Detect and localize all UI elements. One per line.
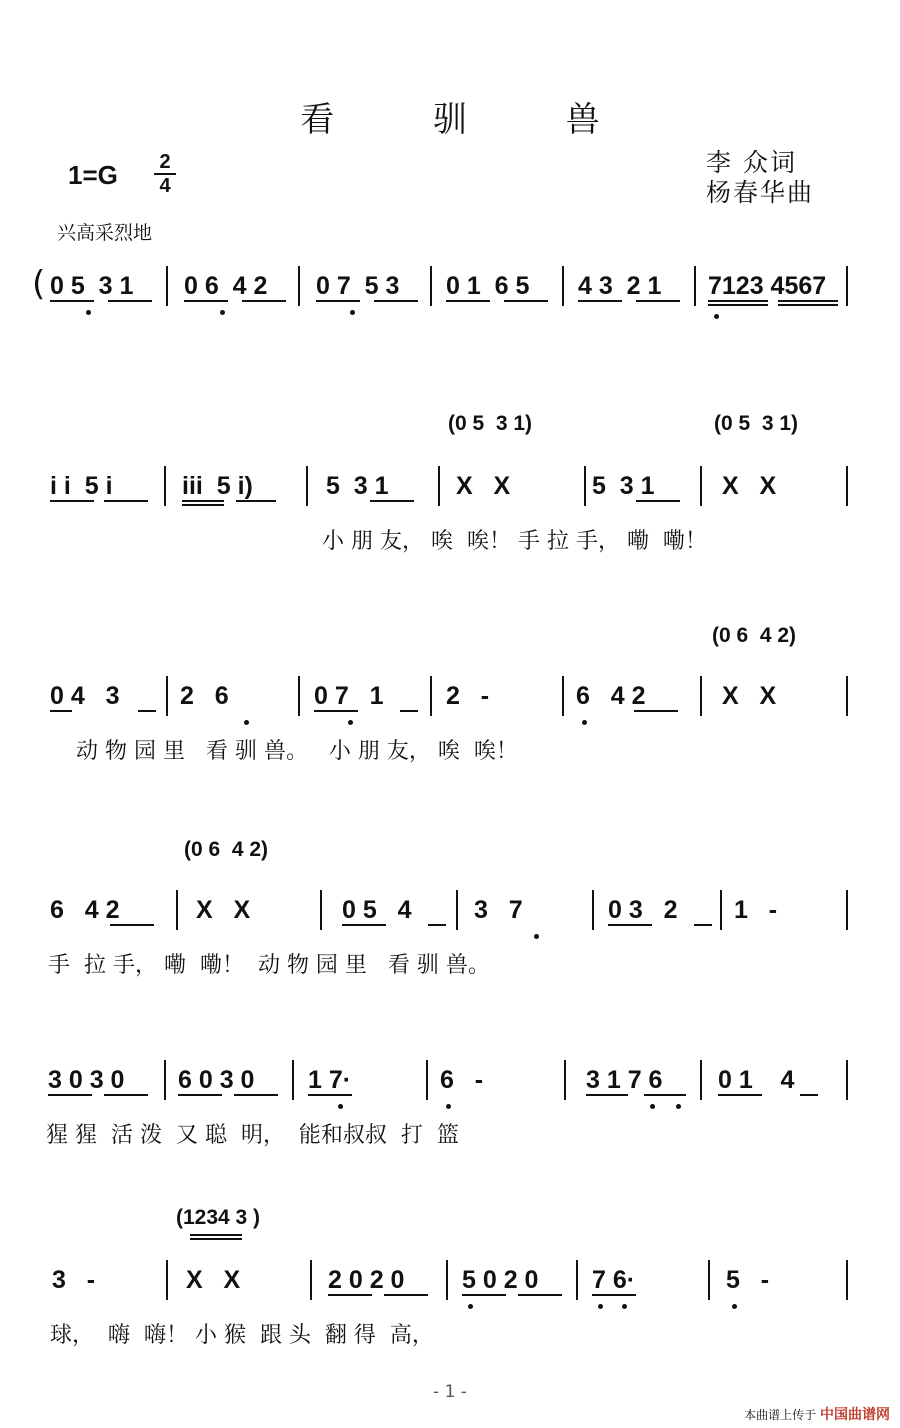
underline bbox=[110, 924, 154, 926]
annotation-paren: (1234 3 ) bbox=[176, 1206, 261, 1229]
underline bbox=[634, 710, 678, 712]
note-group: 7123 4567 bbox=[708, 272, 827, 300]
watermark-text: 本曲谱上传于 bbox=[744, 1408, 817, 1422]
barline bbox=[310, 1260, 312, 1300]
low-octave-dot bbox=[220, 310, 225, 315]
underline bbox=[800, 1094, 818, 1096]
note-group: 0 7 1 bbox=[314, 682, 384, 710]
barline bbox=[176, 890, 178, 930]
song-title: 看 驯 兽 bbox=[300, 100, 644, 140]
time-signature-bottom: 4 bbox=[159, 175, 171, 197]
barline bbox=[298, 266, 300, 306]
barline bbox=[166, 676, 168, 716]
underline bbox=[636, 500, 680, 502]
annotation-paren: (0 6 4 2) bbox=[712, 624, 797, 647]
annotation-paren: (0 5 3 1) bbox=[714, 412, 799, 435]
system-3 bbox=[0, 624, 900, 820]
underline bbox=[504, 300, 548, 302]
note-group: 5 - bbox=[726, 1266, 770, 1294]
underline bbox=[608, 924, 652, 926]
underline bbox=[48, 1094, 92, 1096]
barline bbox=[430, 676, 432, 716]
page-number: - 1 - bbox=[433, 1382, 467, 1402]
low-octave-dot bbox=[244, 720, 249, 725]
underline bbox=[184, 300, 228, 302]
barline bbox=[164, 1060, 166, 1100]
barline bbox=[564, 1060, 566, 1100]
barline bbox=[166, 266, 168, 306]
note-group: 7 6· bbox=[592, 1266, 636, 1294]
underline bbox=[374, 300, 418, 302]
barline bbox=[708, 1260, 710, 1300]
credits bbox=[706, 148, 814, 208]
barline bbox=[320, 890, 322, 930]
lyrics-line: 小 朋 友， 唉 唉！ 手 拉 手， 嘞 嘞！ bbox=[322, 529, 707, 554]
underline bbox=[108, 300, 152, 302]
underline bbox=[400, 710, 418, 712]
underline bbox=[462, 1294, 506, 1296]
barline bbox=[846, 266, 848, 306]
note-group: 0 1 6 5 bbox=[446, 272, 530, 300]
barline bbox=[298, 676, 300, 716]
note-group: 4 3 2 1 bbox=[578, 272, 662, 300]
underline bbox=[316, 300, 360, 302]
paren-open: ( bbox=[32, 264, 46, 304]
low-octave-dot bbox=[650, 1104, 655, 1109]
lyrics-line: 球， 嗨 嗨！ 小 猴 跟 头 翻 得 高， bbox=[50, 1323, 434, 1348]
barline bbox=[306, 466, 308, 506]
underline bbox=[578, 300, 622, 302]
time-signature bbox=[154, 152, 176, 196]
watermark-brand: 中国曲谱网 bbox=[820, 1407, 890, 1423]
note-group: 0 4 3 bbox=[50, 682, 120, 710]
note-group: X X bbox=[456, 472, 511, 500]
note-group: 6 - bbox=[440, 1066, 484, 1094]
underline bbox=[708, 300, 768, 302]
system-1 bbox=[0, 264, 900, 410]
note-group: 2 0 2 0 bbox=[328, 1266, 405, 1294]
note-group: 5 3 1 bbox=[592, 472, 655, 500]
underline bbox=[328, 1294, 372, 1296]
low-octave-dot bbox=[534, 934, 539, 939]
barline bbox=[562, 266, 564, 306]
note-group: 3 0 3 0 bbox=[48, 1066, 125, 1094]
low-octave-dot bbox=[348, 720, 353, 725]
underline bbox=[778, 300, 838, 302]
barline bbox=[592, 890, 594, 930]
underline bbox=[518, 1294, 562, 1296]
time-signature-top: 2 bbox=[159, 151, 171, 173]
underline bbox=[708, 304, 768, 306]
underline bbox=[104, 1094, 148, 1096]
barline bbox=[846, 1260, 848, 1300]
underline bbox=[644, 1094, 686, 1096]
note-group: 2 6 bbox=[180, 682, 229, 710]
watermark bbox=[744, 1404, 890, 1424]
note-group: 0 7 5 3 bbox=[316, 272, 400, 300]
low-octave-dot bbox=[86, 310, 91, 315]
note-group: 0 5 4 bbox=[342, 896, 412, 924]
low-octave-dot bbox=[732, 1304, 737, 1309]
barline bbox=[846, 1060, 848, 1100]
underline bbox=[636, 300, 680, 302]
note-group: 3 7 bbox=[474, 896, 523, 924]
lyricist: 李 众词 bbox=[706, 148, 797, 177]
low-octave-dot bbox=[676, 1104, 681, 1109]
barline bbox=[694, 266, 696, 306]
low-octave-dot bbox=[446, 1104, 451, 1109]
underline bbox=[182, 504, 224, 506]
note-group: X X bbox=[722, 472, 777, 500]
barline bbox=[700, 1060, 702, 1100]
low-octave-dot bbox=[350, 310, 355, 315]
underline bbox=[242, 300, 286, 302]
barline bbox=[720, 890, 722, 930]
note-group: 5 3 1 bbox=[326, 472, 389, 500]
note-group: X X bbox=[196, 896, 251, 924]
note-group: 6 4 2 bbox=[50, 896, 120, 924]
underline bbox=[370, 500, 414, 502]
lyrics-line: 动 物 园 里 看 驯 兽。 小 朋 友， 唉 唉！ bbox=[76, 739, 518, 764]
note-group: 1 - bbox=[734, 896, 778, 924]
note-group: X X bbox=[186, 1266, 241, 1294]
note-group: 0 3 2 bbox=[608, 896, 678, 924]
note-group: 5 0 2 0 bbox=[462, 1266, 539, 1294]
annotation-paren: (0 5 3 1) bbox=[448, 412, 533, 435]
barline bbox=[292, 1060, 294, 1100]
barline bbox=[846, 890, 848, 930]
key-signature: 1=G bbox=[68, 160, 118, 190]
underline bbox=[138, 710, 156, 712]
note-group: 0 5 3 1 bbox=[50, 272, 134, 300]
note-group: 0 6 4 2 bbox=[184, 272, 268, 300]
underline bbox=[428, 924, 446, 926]
note-group: 1 7· bbox=[308, 1066, 352, 1094]
system-4 bbox=[0, 838, 900, 1034]
system-5 bbox=[0, 1064, 900, 1204]
underline bbox=[314, 710, 358, 712]
underline bbox=[182, 500, 224, 502]
note-group: 6 4 2 bbox=[576, 682, 646, 710]
underline bbox=[342, 924, 386, 926]
underline bbox=[234, 1094, 278, 1096]
barline bbox=[562, 676, 564, 716]
note-group: 6 0 3 0 bbox=[178, 1066, 255, 1094]
low-octave-dot bbox=[714, 314, 719, 319]
underline bbox=[190, 1234, 242, 1236]
lyrics-line: 手 拉 手， 嘞 嘞！ 动 物 园 里 看 驯 兽。 bbox=[48, 953, 490, 978]
tempo-marking: 兴高采烈地 bbox=[57, 222, 153, 244]
barline bbox=[166, 1260, 168, 1300]
barline bbox=[700, 676, 702, 716]
low-octave-dot bbox=[622, 1304, 627, 1309]
barline bbox=[438, 466, 440, 506]
composer: 杨春华曲 bbox=[706, 178, 815, 207]
low-octave-dot bbox=[338, 1104, 343, 1109]
barline bbox=[576, 1260, 578, 1300]
note-group: X X bbox=[722, 682, 777, 710]
barline bbox=[846, 466, 848, 506]
underline bbox=[778, 304, 838, 306]
note-group: iii 5 i) bbox=[182, 472, 253, 500]
note-group: 2 - bbox=[446, 682, 490, 710]
barline bbox=[584, 466, 586, 506]
low-octave-dot bbox=[468, 1304, 473, 1309]
underline bbox=[104, 500, 148, 502]
underline bbox=[718, 1094, 762, 1096]
barline bbox=[446, 1260, 448, 1300]
underline bbox=[178, 1094, 222, 1096]
lyrics-line: 猩 猩 活 泼 又 聪 明， 能和叔叔 打 篮 bbox=[46, 1123, 459, 1148]
underline bbox=[50, 500, 94, 502]
barline bbox=[426, 1060, 428, 1100]
barline bbox=[700, 466, 702, 506]
low-octave-dot bbox=[598, 1304, 603, 1309]
underline bbox=[586, 1094, 628, 1096]
note-group: i i 5 i bbox=[50, 472, 113, 500]
underline bbox=[384, 1294, 428, 1296]
annotation-paren: (0 6 4 2) bbox=[184, 838, 269, 861]
underline bbox=[50, 300, 94, 302]
low-octave-dot bbox=[582, 720, 587, 725]
barline bbox=[430, 266, 432, 306]
barline bbox=[456, 890, 458, 930]
underline bbox=[190, 1238, 242, 1240]
underline bbox=[446, 300, 490, 302]
underline bbox=[592, 1294, 636, 1296]
note-group: 3 - bbox=[52, 1266, 96, 1294]
barline bbox=[846, 676, 848, 716]
underline bbox=[50, 710, 72, 712]
underline bbox=[236, 500, 276, 502]
barline bbox=[164, 466, 166, 506]
underline bbox=[694, 924, 712, 926]
note-group: 3 1 7 6 bbox=[586, 1066, 663, 1094]
underline bbox=[308, 1094, 352, 1096]
note-group: 0 1 4 bbox=[718, 1066, 795, 1094]
system-2 bbox=[0, 412, 900, 610]
